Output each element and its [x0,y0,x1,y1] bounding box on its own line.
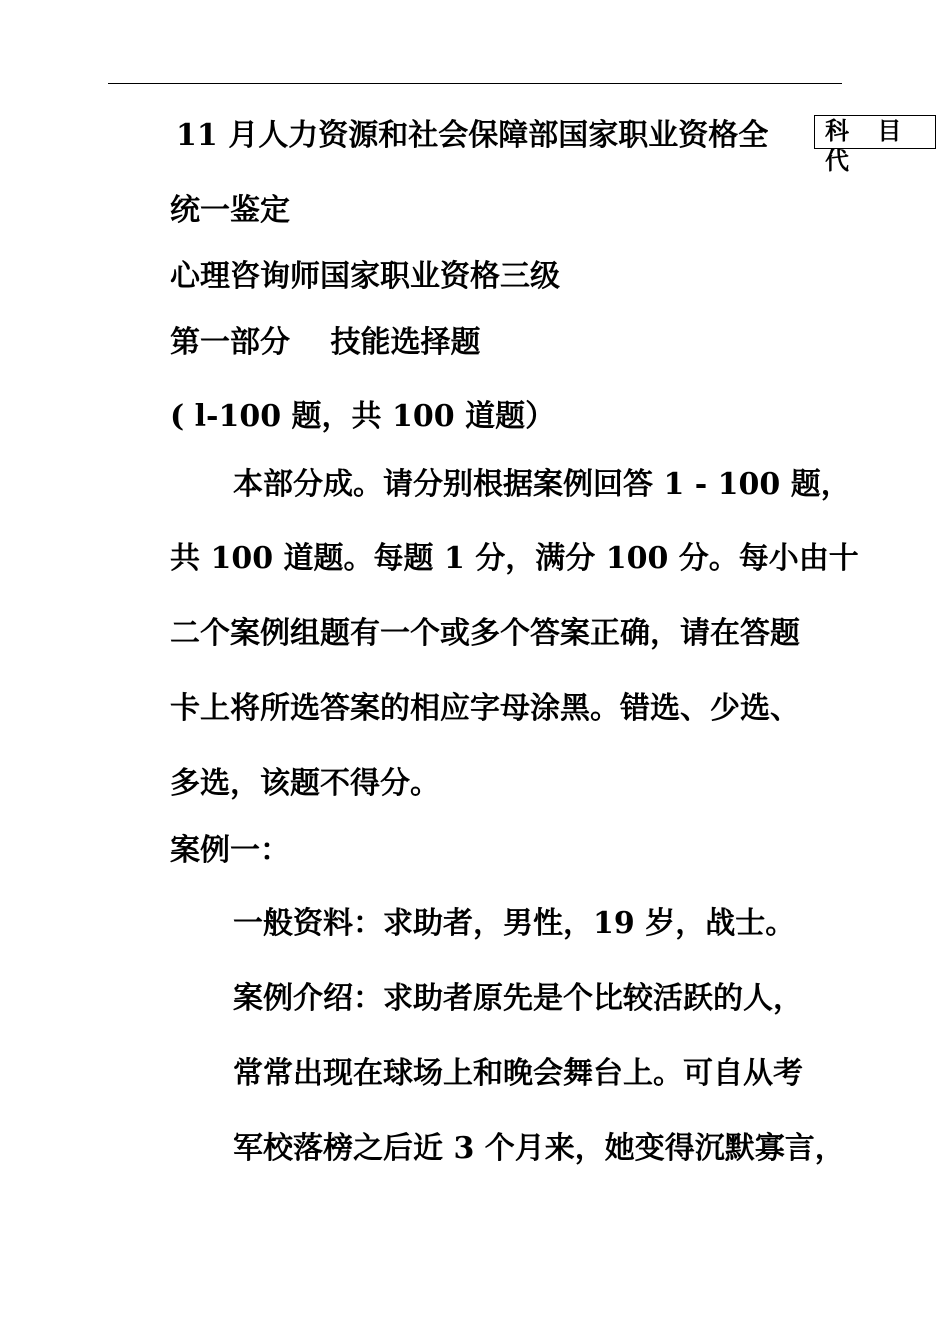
header-rule [108,83,842,84]
case-line: 一般资料：求助者，男性，19 岁，战士。 [233,906,796,941]
case-title: 案例一： [170,833,290,868]
case-line: 案例介绍：求助者原先是个比较活跃的人， [233,981,803,1016]
instructions-line: 共 100 道题。每题 1 分，满分 100 分。每小由十 [170,541,859,576]
section-heading: 第一部分 技能选择题 [170,325,481,360]
question-range: ( l-100 题，共 100 道题） [170,399,556,434]
instructions-line: 卡上将所选答案的相应字母涂黑。错选、少选、 [170,691,800,726]
instructions-line: 本部分成。请分别根据案例回答 1 - 100 题， [233,467,851,502]
exam-name: 心理咨询师国家职业资格三级 [170,259,560,294]
document-title: 11 月人力资源和社会保障部国家职业资格全 [176,118,769,153]
subtitle-line: 统一鉴定 [170,193,290,228]
case-line: 常常出现在球场上和晚会舞台上。可自从考 [233,1056,803,1091]
instructions-line: 多选，该题不得分。 [170,766,440,801]
subject-code-box: 科 目 代 [814,115,936,149]
case-line: 军校落榜之后近 3 个月来，她变得沉默寡言， [233,1131,845,1166]
instructions-line: 二个案例组题有一个或多个答案正确，请在答题 [170,616,800,651]
